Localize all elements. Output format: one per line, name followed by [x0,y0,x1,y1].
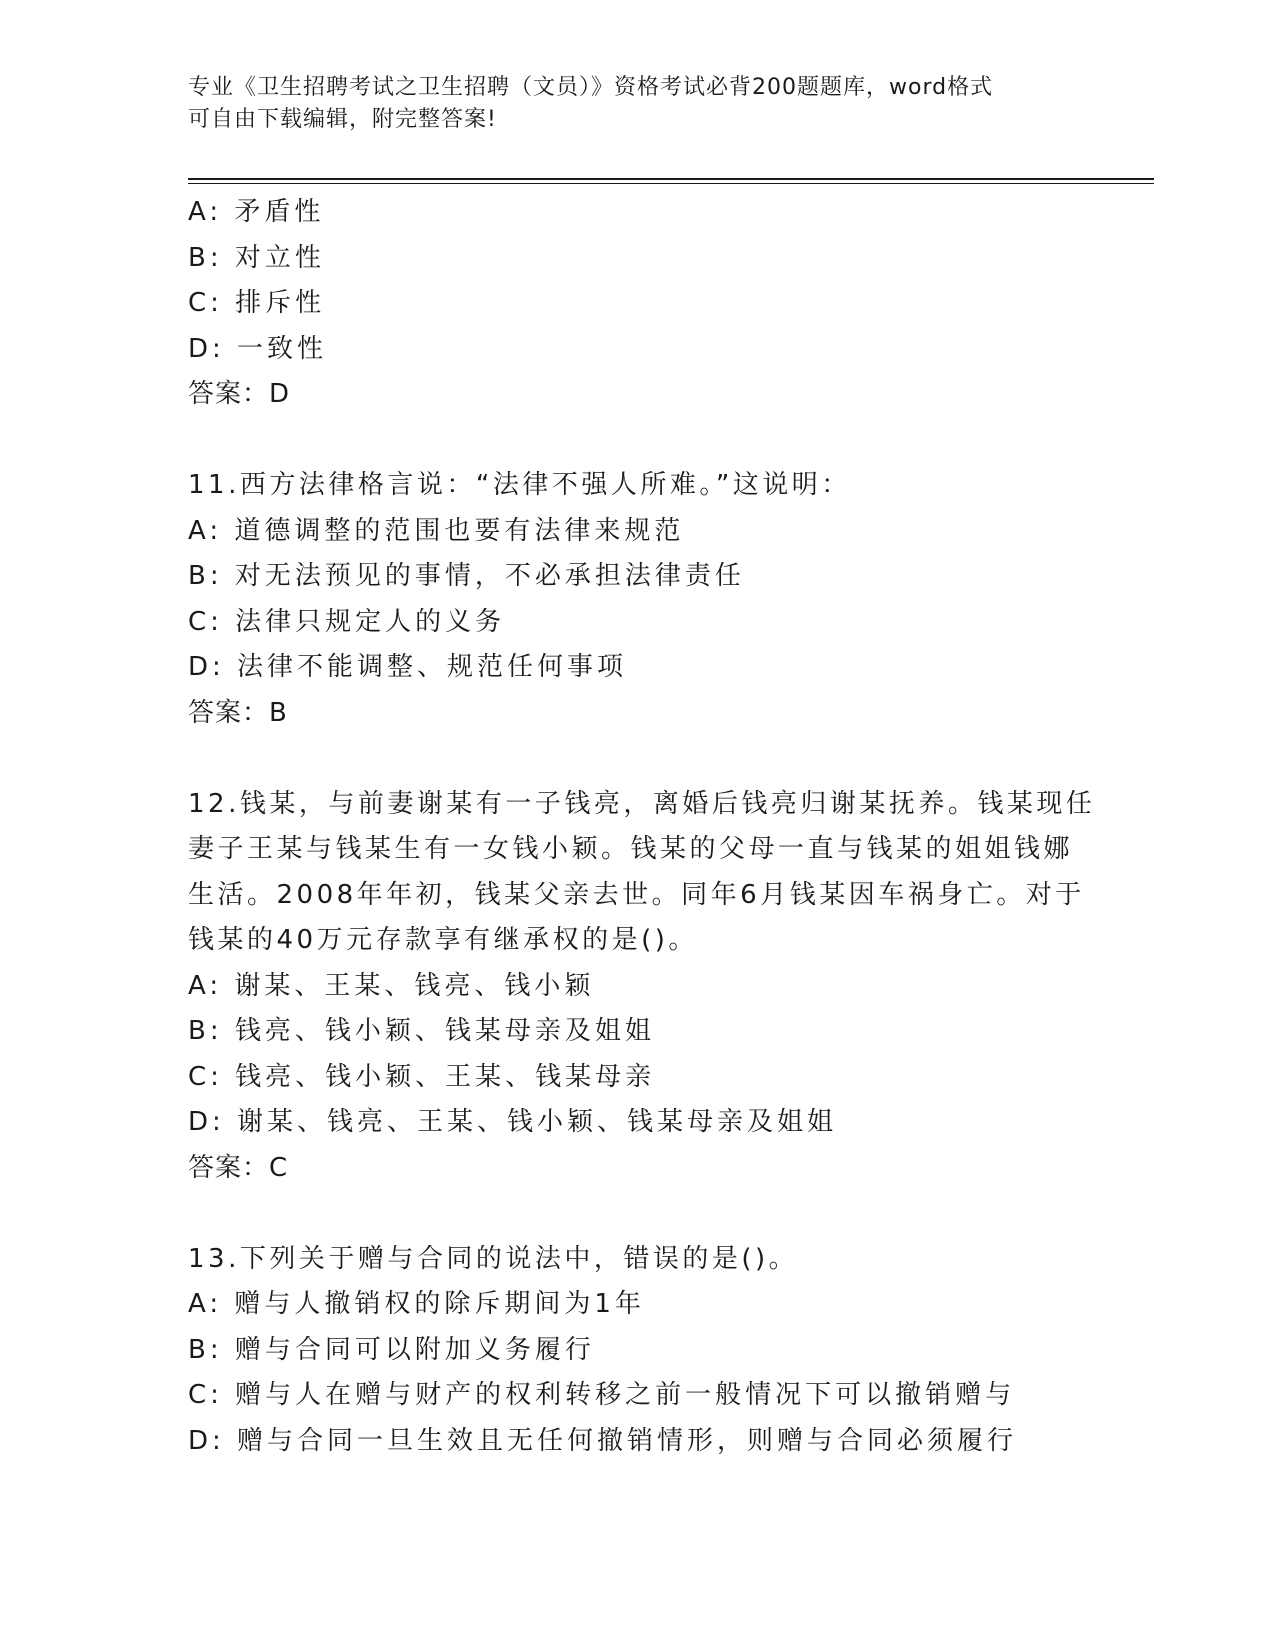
option-b: B: 钱亮、钱小颖、钱某母亲及姐姐 [188,1016,655,1046]
option-c: C: 赠与人在赠与财产的权利转移之前一般情况下可以撤销赠与 [188,1380,1016,1410]
option-d: D: 谢某、钱亮、王某、钱小颖、钱某母亲及姐姐 [188,1107,838,1137]
option-d: D: 赠与合同一旦生效且无任何撤销情形，则赠与合同必须履行 [188,1425,1018,1456]
option-c: C: 排斥性 [188,288,326,318]
question-block-13 [188,1237,1088,1465]
option-a: A: 赠与人撤销权的除斥期间为1年 [188,1289,645,1319]
question-list [188,190,1096,1464]
question-block-12 [188,782,1096,1192]
question-block-10 [188,190,1088,418]
option-c: C: 法律只规定人的义务 [188,606,506,637]
header-line-2: 可自由下载编辑，附完整答案! [188,107,497,132]
answer-line: 答案：D [188,379,291,409]
option-d: D: 法律不能调整、规范任何事项 [188,652,628,682]
option-a: A: 谢某、王某、钱亮、钱小颖 [188,970,595,1001]
document-header [188,72,1068,136]
option-d: D: 一致性 [188,333,328,364]
answer-line: 答案：C [188,1152,289,1183]
option-b: B: 对无法预见的事情，不必承担法律责任 [188,561,745,591]
question-stem: 13.下列关于赠与合同的说法中，错误的是()。 [188,1243,799,1274]
answer-line: 答案：B [188,697,288,728]
question-stem-line: 生活。2008年年初，钱某父亲去世。同年6月钱某因车祸身亡。对于 [188,879,1085,910]
spacer [188,418,1088,464]
question-block-11 [188,463,1088,736]
header-divider [188,178,1154,184]
spacer [188,736,1088,782]
option-a: A: 道德调整的范围也要有法律来规范 [188,515,685,546]
option-b: B: 赠与合同可以附加义务履行 [188,1334,595,1365]
question-stem-line: 钱某的40万元存款享有继承权的是()。 [188,925,698,955]
option-c: C: 钱亮、钱小颖、王某、钱某母亲 [188,1061,656,1092]
option-a: A: 矛盾性 [188,197,325,227]
question-stem-line: 12.钱某，与前妻谢某有一子钱亮，离婚后钱亮归谢某抚养。钱某现任 [188,788,1096,819]
header-line-1: 专业《卫生招聘考试之卫生招聘（文员）》资格考试必背200题题库，word格式 [188,75,994,100]
spacer [188,1191,1088,1237]
option-b: B: 对立性 [188,242,325,273]
question-stem-line: 妻子王某与钱某生有一女钱小颖。钱某的父母一直与钱某的姐姐钱娜 [188,834,1074,864]
question-stem: 11.西方法律格言说：“法律不强人所难。”这说明： [188,470,851,500]
